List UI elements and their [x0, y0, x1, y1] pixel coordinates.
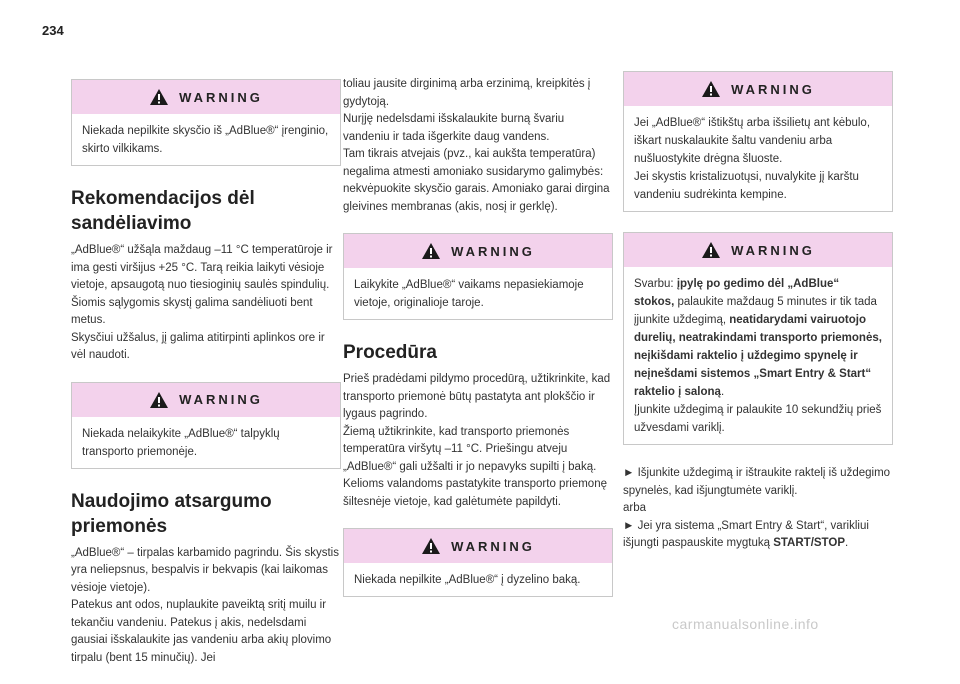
warning-triangle-icon — [701, 80, 721, 98]
warning-header — [344, 529, 612, 563]
warning-triangle-icon — [149, 88, 169, 106]
warning-title: WARNING — [179, 89, 263, 105]
section-heading: Rekomendacijos dėl sandėliavimo — [71, 188, 255, 234]
intro-text: toliau jausite dirginimą arba erzinimą, kreipkitės į gydytoją. Nurįję nedelsdami išskalaukite burną švariu vandeniu ir tada išgerkite daug vandens. Tam tikrais atvejais (pvz., kai aukšta temperatūra) negalima atmesti amoniako susidarymo galimybės: nekvėpuokite skysčio garais. Amoniako garai dirgina gleivines membranas (akis, nosį ir gerklę). — [343, 78, 610, 213]
warning-title: WARNING — [179, 392, 263, 407]
warning-triangle-icon — [701, 241, 721, 259]
warning-box — [343, 528, 613, 597]
warning-text — [624, 267, 892, 444]
warning-box — [71, 79, 341, 166]
warning-text-mid: palaukite maždaug 5 minutes ir tik tada įjunkite uždegimą, — [634, 296, 877, 326]
section-heading: Procedūra — [343, 342, 437, 363]
warning-text-intro: Svarbu: — [634, 278, 677, 290]
warning-text-end: . Įjunkite uždegimą ir palaukite 10 sekundžių prieš užvesdami variklį. — [634, 386, 882, 434]
warning-header — [72, 80, 340, 114]
section-heading: Naudojimo atsargumo priemonės — [71, 490, 272, 537]
warning-title: WARNING — [731, 81, 815, 97]
section-text: „AdBlue®“ – tirpalas karbamido pagrindu. Šis skystis yra neliepsnus, bespalvis ir bekvapis (kai laikomas vėsioje vietoje). Patekus ant odos, nuplaukite paveiktą sritį muilu ir tekančiu vandeniu. Patekus į akis, nedelsdami gausiai išskalaukite jas vandeniu arba akių plovimo tirpalu (bent 15 minučių). Jei — [71, 546, 339, 664]
watermark: carmanualsonline.info — [672, 616, 819, 632]
warning-triangle-icon — [421, 537, 441, 555]
warning-text-bold: įpylę po gedimo dėl „AdBlue“ stokos, — [634, 278, 840, 308]
warning-title: WARNING — [451, 243, 535, 259]
warning-box — [623, 232, 893, 445]
warning-header — [72, 383, 340, 417]
warning-text: Niekada nepilkite „AdBlue®“ į dyzelino baką. — [354, 574, 581, 586]
warning-text: Niekada nelaikykite „AdBlue®“ talpyklų transporto priemonėje. — [82, 427, 280, 458]
steps-end: . — [845, 537, 849, 549]
warning-title: WARNING — [451, 538, 535, 554]
warning-header — [624, 233, 892, 267]
warning-triangle-icon — [149, 391, 169, 409]
warning-box — [343, 233, 613, 320]
warning-box — [623, 71, 893, 212]
section-text: Prieš pradėdami pildymo procedūrą, užtikrinkite, kad transporto priemonė būtų pastatyta ant plokščio ir lygaus pagrindo. Žiemą užtikrinkite, kad transporto priemonės temperatūra viršytų –11 °C. Priešingu atveju „AdBlue®“ gali užšalti ir jo nepavyks supilti į baką. Kelioms valandoms pastatykite transporto priemonę šiltesnėje vietoje, kad galėtumėte papildyti. — [343, 373, 611, 508]
warning-text: Jei „AdBlue®“ ištikštų arba išsilietų ant kėbulo, iškart nuskalaukite šaltu vandeniu arba nušluostykite drėgna šluoste. Jei skystis kristalizuotųsi, nuvalykite jį karštu vandeniu sudrėkinta kempine. — [634, 117, 871, 201]
column-3 — [623, 71, 893, 570]
steps-text — [623, 465, 893, 553]
warning-header — [624, 72, 892, 106]
page-number: 234 — [42, 23, 64, 38]
warning-text — [72, 114, 340, 165]
warning-title: WARNING — [731, 242, 815, 258]
warning-text: Laikykite „AdBlue®“ vaikams nepasiekiamoje vietoje, originalioje taroje. — [354, 279, 584, 309]
section-text: „AdBlue®“ užšąla maždaug –11 °C temperatūroje ir ima gesti viršijus +25 °C. Tarą reikia laikyti vėsioje vietoje, apsaugotą nuo tiesioginių saulės spindulių. Šiomis sąlygomis skystį galima sandėliuoti bent metus. Skysčiui užšalus, jį galima atitirpinti aplinkos ore ir vėl naudoti. — [71, 244, 333, 361]
column-2 — [343, 76, 613, 617]
steps-body: ► Išjunkite uždegimą ir ištraukite raktelį iš uždegimo spynelės, kad išjungtumėte variklį. arba ► Jei yra sistema „Smart Entry & Start“, varikliui išjungti paspauskite mygtuką — [623, 467, 891, 549]
warning-triangle-icon — [421, 242, 441, 260]
warning-text-bold-2: neatidarydami vairuotojo durelių, neatrakindami transporto priemonės, neįkišdami raktelio į uždegimo spynelę ir neįnešdami sistemos „Smart Entry & Start“ raktelio į saloną — [634, 314, 882, 398]
column-1 — [71, 79, 341, 684]
warning-header — [344, 234, 612, 268]
warning-box — [71, 382, 341, 469]
start-stop-label: START/STOP — [773, 537, 845, 549]
warning-text-value: Niekada nepilkite skysčio iš „AdBlue®“ įrenginio, skirto vilkikams. — [82, 125, 329, 155]
